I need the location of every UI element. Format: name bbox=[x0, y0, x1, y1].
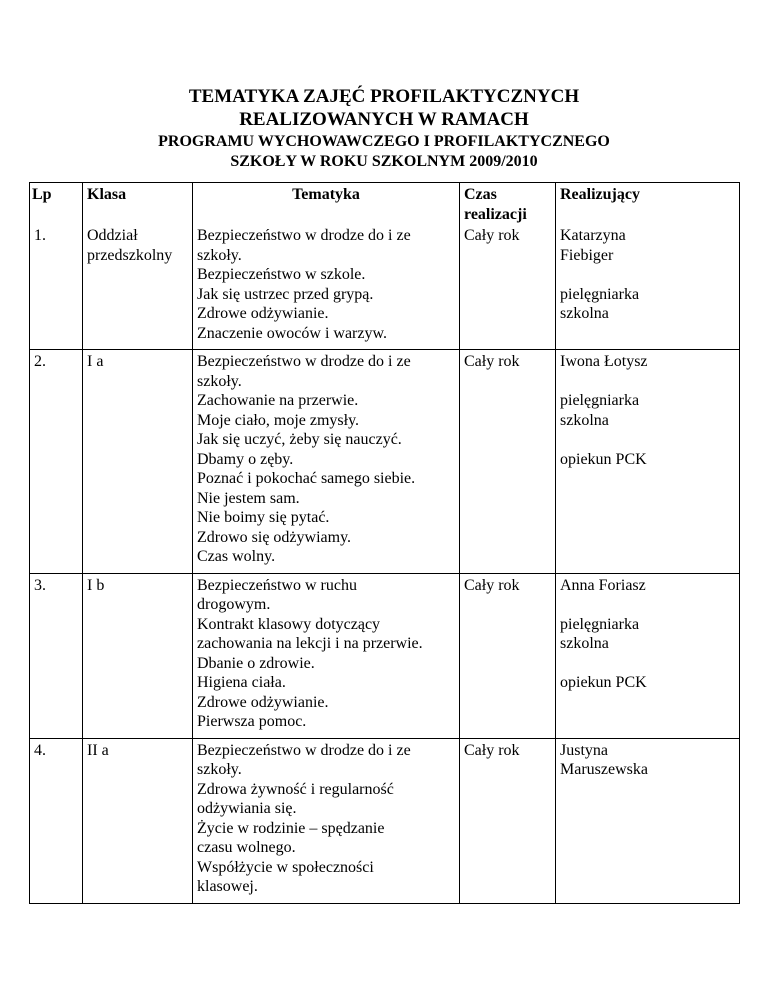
cell-realizujacy-line: pielęgniarka bbox=[560, 285, 640, 303]
cell-tematyka-line: Nie jestem sam. bbox=[197, 489, 300, 507]
header-realizujacy: Realizujący bbox=[556, 183, 740, 225]
cell-tematyka-line: Jak się ustrzec przed grypą. bbox=[197, 285, 374, 303]
cell-realizujacy-line: szkolna bbox=[560, 305, 609, 322]
cell-tematyka-line: szkoły. bbox=[197, 761, 242, 778]
cell-klasa bbox=[83, 738, 193, 903]
header-tematyka: Tematyka bbox=[193, 183, 460, 225]
cell-tematyka-line: Zdrowe odżywianie. bbox=[197, 693, 329, 711]
cell-tematyka-line: Zdrowa żywność i regularność bbox=[197, 780, 394, 798]
cell-realizujacy-line: Anna Foriasz bbox=[560, 576, 646, 594]
cell-klasa bbox=[83, 350, 193, 574]
cell-realizujacy-line: Iwona Łotysz bbox=[560, 353, 648, 370]
cell-realizujacy-line: Katarzyna bbox=[560, 227, 626, 244]
cell-tematyka-line: Jak się uczyć, żeby się nauczyć. bbox=[197, 431, 402, 448]
cell-tematyka-line: drogowym. bbox=[197, 596, 271, 613]
header-czas bbox=[460, 183, 556, 225]
cell-czas: Cały rok bbox=[460, 224, 556, 350]
cell-klasa bbox=[83, 573, 193, 738]
table-row bbox=[30, 573, 740, 738]
cell-realizujacy-line: opiekun PCK bbox=[560, 674, 647, 691]
cell-tematyka-line: Poznać i pokochać samego siebie. bbox=[197, 470, 416, 487]
cell-tematyka-line: Bezpieczeństwo w drodze do i ze bbox=[197, 227, 411, 244]
cell-klasa bbox=[83, 224, 193, 350]
cell-klasa-line: przedszkolny bbox=[87, 246, 173, 264]
cell-tematyka-line: Znaczenie owoców i warzyw. bbox=[197, 324, 387, 342]
cell-tematyka-line: Higiena ciała. bbox=[197, 674, 286, 691]
cell-czas: Cały rok bbox=[460, 350, 556, 574]
cell-realizujacy bbox=[556, 738, 740, 903]
header-czas-line-1: Czas bbox=[464, 186, 497, 203]
cell-lp: 3. bbox=[30, 573, 83, 738]
table-header-row bbox=[30, 183, 740, 225]
header-klasa: Klasa bbox=[83, 183, 193, 225]
header-czas-line-2: realizacji bbox=[464, 205, 527, 223]
cell-tematyka-line: Współżycie w społeczności bbox=[197, 858, 374, 876]
cell-tematyka-line: Bezpieczeństwo w szkole. bbox=[197, 266, 366, 283]
cell-czas: Cały rok bbox=[460, 573, 556, 738]
cell-realizujacy-line: Maruszewska bbox=[560, 761, 648, 778]
cell-tematyka-line: Bezpieczeństwo w drodze do i ze bbox=[197, 741, 411, 759]
cell-tematyka bbox=[193, 350, 460, 574]
cell-tematyka-line: Zdrowe odżywianie. bbox=[197, 305, 329, 322]
cell-klasa-line: II a bbox=[87, 741, 109, 759]
topics-table bbox=[29, 182, 740, 904]
cell-tematyka-line: odżywiania się. bbox=[197, 800, 297, 817]
document-subtitle-line-1: PROGRAMU WYCHOWAWCZEGO I PROFILAKTYCZNEGO bbox=[158, 133, 610, 150]
cell-klasa-line: I b bbox=[87, 576, 105, 594]
cell-tematyka bbox=[193, 738, 460, 903]
table-row bbox=[30, 350, 740, 574]
line-gap bbox=[560, 430, 735, 450]
header-lp: Lp bbox=[30, 183, 83, 225]
cell-tematyka-line: czasu wolnego. bbox=[197, 839, 296, 856]
cell-tematyka-line: szkoły. bbox=[197, 372, 242, 390]
cell-tematyka-line: Moje ciało, moje zmysły. bbox=[197, 411, 360, 429]
cell-realizujacy-line: szkolna bbox=[560, 411, 609, 429]
document-title-line-1: TEMATYKA ZAJĘĆ PROFILAKTYCZNYCH bbox=[188, 86, 580, 107]
cell-tematyka-line: Kontrakt klasowy dotyczący bbox=[197, 615, 381, 633]
document-title-line-2: REALIZOWANYCH W RAMACH bbox=[239, 109, 529, 130]
cell-tematyka-line: Dbanie o zdrowie. bbox=[197, 654, 315, 672]
cell-realizujacy-line: pielęgniarka bbox=[560, 615, 640, 633]
line-gap bbox=[560, 265, 735, 285]
table-row bbox=[30, 224, 740, 350]
table-row bbox=[30, 738, 740, 903]
cell-tematyka-line: Nie boimy się pytać. bbox=[197, 509, 330, 526]
line-gap bbox=[560, 372, 735, 392]
cell-tematyka-line: klasowej. bbox=[197, 878, 258, 895]
cell-tematyka-line: zachowania na lekcji i na przerwie. bbox=[197, 635, 423, 652]
cell-lp: 4. bbox=[30, 738, 83, 903]
cell-tematyka-line: Dbamy o zęby. bbox=[197, 450, 294, 468]
cell-realizujacy bbox=[556, 350, 740, 574]
cell-tematyka-line: Zachowanie na przerwie. bbox=[197, 392, 359, 409]
line-gap bbox=[560, 595, 735, 615]
cell-lp: 2. bbox=[30, 350, 83, 574]
document-subtitle-line-2: SZKOŁY W ROKU SZKOLNYM 2009/2010 bbox=[230, 153, 538, 170]
cell-realizujacy-line: Justyna bbox=[560, 741, 608, 759]
cell-klasa-line: Oddział bbox=[87, 227, 138, 244]
cell-tematyka-line: szkoły. bbox=[197, 246, 242, 264]
cell-tematyka-line: Bezpieczeństwo w ruchu bbox=[197, 576, 357, 594]
cell-tematyka-line: Zdrowo się odżywiamy. bbox=[197, 528, 352, 546]
line-gap bbox=[560, 654, 735, 674]
cell-tematyka-line: Bezpieczeństwo w drodze do i ze bbox=[197, 353, 411, 370]
cell-lp: 1. bbox=[30, 224, 83, 350]
cell-realizujacy-line: opiekun PCK bbox=[560, 450, 647, 468]
cell-realizujacy-line: Fiebiger bbox=[560, 246, 614, 264]
cell-czas: Cały rok bbox=[460, 738, 556, 903]
cell-realizujacy bbox=[556, 573, 740, 738]
cell-tematyka-line: Czas wolny. bbox=[197, 548, 276, 565]
cell-realizujacy-line: pielęgniarka bbox=[560, 392, 640, 409]
cell-klasa-line: I a bbox=[87, 353, 104, 370]
cell-tematyka-line: Życie w rodzinie – spędzanie bbox=[197, 819, 385, 837]
cell-realizujacy-line: szkolna bbox=[560, 635, 609, 652]
cell-tematyka bbox=[193, 224, 460, 350]
cell-tematyka-line: Pierwsza pomoc. bbox=[197, 713, 307, 730]
cell-realizujacy bbox=[556, 224, 740, 350]
cell-tematyka bbox=[193, 573, 460, 738]
